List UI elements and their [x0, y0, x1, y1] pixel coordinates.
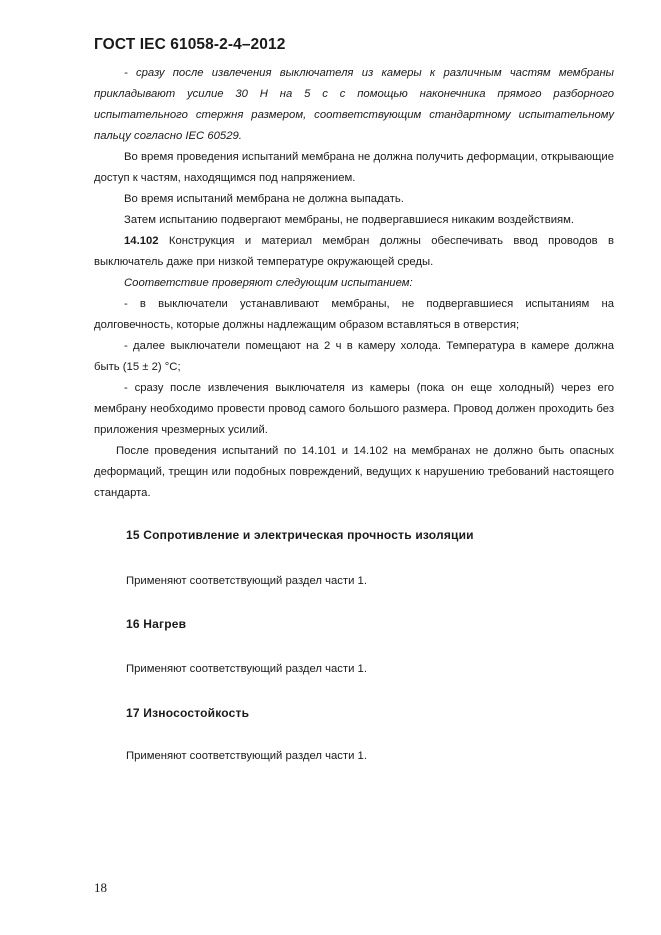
body-text — [94, 63, 614, 504]
paragraph-clause-14-102 — [94, 231, 614, 273]
list-item-install: - в выключатели устанавливают мембраны, не подвергавшиеся испытаниям на долговечность, которые должны надлежащим образом вставляться в отверстия; — [94, 298, 614, 331]
section-title-16: 16 Нагрев — [126, 617, 187, 631]
section-title-17: 17 Износостойкость — [126, 706, 250, 720]
paragraph-deformation: Во время проведения испытаний мембрана не должна получить деформации, открывающие доступ к частям, находящимся под напряжением. — [94, 151, 614, 184]
list-item-cold-chamber: - далее выключатели помещают на 2 ч в камеру холода. Температура в камере должна быть (15 ± 2) °С; — [94, 340, 614, 373]
page-number: 18 — [94, 880, 107, 895]
section-text-17: Применяют соответствующий раздел части 1. — [126, 750, 367, 762]
paragraph-compliance: Соответствие проверяют следующим испытанием: — [124, 277, 413, 289]
clause-number: 14.102 — [124, 235, 159, 247]
paragraph-conclusion: После проведения испытаний по 14.101 и 14.102 на мембранах не должно быть опасных деформаций, трещин или подобных повреждений, ведущих к нарушению требований настоящего стандарта. — [94, 445, 614, 499]
section-text-15: Применяют соответствующий раздел части 1. — [126, 575, 367, 587]
paragraph-test-force: - сразу после извлечения выключателя из камеры к различным частям мембраны прикладывают усилие 30 Н на 5 с с помощью наконечника прямого разборного испытательного стержня размером, соответствующим стандартному испытательному пальцу согласно IEC 60529. — [94, 67, 614, 142]
list-item-wire-insertion: - сразу после извлечения выключателя из камеры (пока он еще холодный) через его мембрану необходимо провести провод самого большого размера. Провод должен проходить без приложения чрезмерных усилий. — [94, 382, 614, 436]
clause-text: Конструкция и материал мембран должны обеспечивать ввод проводов в выключатель даже при низкой температуре окружающей среды. — [94, 235, 614, 268]
paragraph-untested-membranes: Затем испытанию подвергают мембраны, не подвергавшиеся никаким воздействиям. — [124, 214, 575, 226]
paragraph-no-fall-out: Во время испытаний мембрана не должна выпадать. — [124, 193, 404, 205]
section-text-16: Применяют соответствующий раздел части 1. — [126, 663, 367, 675]
section-title-15: 15 Сопротивление и электрическая прочность изоляции — [126, 528, 474, 542]
document-header: ГОСТ IEC 61058-2-4–2012 — [94, 36, 286, 53]
